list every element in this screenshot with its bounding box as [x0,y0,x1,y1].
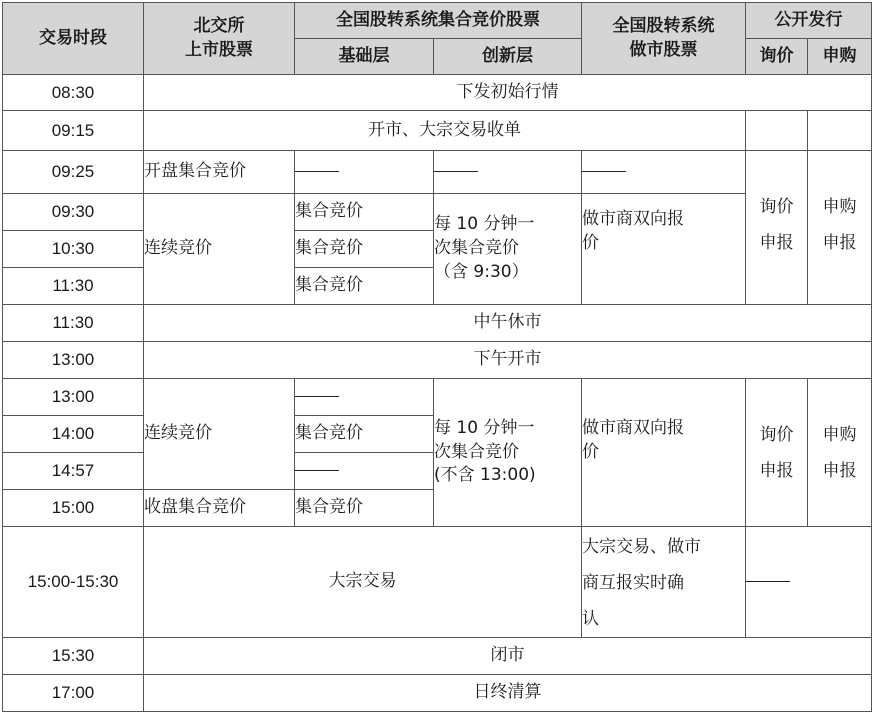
time-1500-1530: 15:00-15:30 [3,527,144,638]
inquiry-report-line2: 申报 [759,233,794,253]
inquiry-report-line1: 询价 [759,197,794,217]
cell-noon-break: 中午休市 [144,305,872,342]
time-1457: 14:57 [3,453,144,490]
cell-block-mm-confirm [582,527,746,638]
dash-line [746,581,790,582]
time-1300-b: 13:00 [3,379,144,416]
inquiry-report-pm-line2: 申报 [759,461,794,481]
cell-subscribe-report-am [808,151,872,305]
time-0930: 09:30 [3,194,144,231]
time-1130-a: 11:30 [3,268,144,305]
time-1500: 15:00 [3,490,144,527]
cell-market-close: 闭市 [144,638,872,675]
subscribe-report-line1: 申购 [822,197,857,217]
cell-dash-innovation [434,151,582,194]
cell-opening-call: 开盘集合竞价 [144,151,295,194]
cell-dash-public-issue [746,527,872,638]
cell-inquiry-report-pm [746,379,808,527]
cell-dash-mm [582,151,746,194]
dash-line [295,470,339,471]
cell-closing-call: 收盘集合竞价 [144,490,295,527]
header-neeq-market-making [582,3,746,75]
every10-pm-line3: (不含 13:00) [434,465,536,486]
block-mm-line1: 大宗交易、做市 [582,537,701,557]
header-bse-line2: 上市股票 [185,39,253,60]
time-0925: 09:25 [3,151,144,194]
cell-dash-1457 [295,453,434,490]
time-1030: 10:30 [3,231,144,268]
header-basic-tier: 基础层 [295,39,434,75]
cell-every10-am [434,194,582,305]
dash-line [582,171,626,172]
subscribe-report-line2: 申报 [822,233,857,253]
cell-dash-1300 [295,379,434,416]
every10-am-line1: 每 10 分钟一 [434,214,535,235]
header-neeq-call-auction: 全国股转系统集合竞价股票 [295,3,582,39]
every10-am-line3: （含 9:30） [434,261,529,282]
time-1400: 14:00 [3,416,144,453]
block-mm-line3: 认 [582,609,599,629]
cell-every10-pm [434,379,582,527]
cell-continuous-pm: 连续竞价 [144,379,295,490]
mm-two-way-am-line1: 做市商双向报 [582,209,684,229]
dash-line [295,171,339,172]
header-inquiry: 询价 [746,39,808,75]
cell-inquiry-report-am [746,151,808,305]
cell-afternoon-open: 下午开市 [144,342,872,379]
cell-call-0930: 集合竞价 [295,194,434,231]
cell-subscribe-report-pm [808,379,872,527]
cell-mm-two-way-am [582,194,746,305]
mm-two-way-am-line2: 价 [582,232,599,253]
dash-line [434,171,478,172]
cell-mm-two-way-pm [582,379,746,527]
header-time-period: 交易时段 [3,3,144,75]
cell-call-1500: 集合竞价 [295,490,434,527]
time-1530: 15:30 [3,638,144,675]
cell-continuous-am: 连续竞价 [144,194,295,305]
dash-line [295,396,339,397]
every10-am-line2: 次集合竞价 [434,238,519,259]
inquiry-report-pm-line1: 询价 [759,425,794,445]
header-subscribe: 申购 [808,39,872,75]
cell-call-1030: 集合竞价 [295,231,434,268]
header-bse-listed [144,3,295,75]
cell-eod-settlement: 日终清算 [144,675,872,712]
cell-dash-basic [295,151,434,194]
time-1300-a: 13:00 [3,342,144,379]
subscribe-report-pm-line1: 申购 [822,425,857,445]
every10-pm-line2: 次集合竞价 [434,441,519,462]
time-1130-b: 11:30 [3,305,144,342]
subscribe-report-pm-line2: 申报 [822,461,857,481]
header-bse-line1: 北交所 [193,15,245,36]
time-0915: 09:15 [3,111,144,151]
time-1700: 17:00 [3,675,144,712]
header-neeq-mm-line2: 做市股票 [629,39,698,60]
mm-two-way-pm-line2: 价 [582,441,599,462]
trading-hours-table [2,2,872,712]
time-0830: 08:30 [3,75,144,111]
header-innovation-tier: 创新层 [434,39,582,75]
cell-open-block-trade: 开市、大宗交易收单 [144,111,746,151]
cell-block-trade: 大宗交易 [144,527,582,638]
cell-initial-quote: 下发初始行情 [144,75,872,111]
mm-two-way-pm-line1: 做市商双向报 [582,418,684,438]
header-public-issue: 公开发行 [746,3,872,39]
header-neeq-mm-line1: 全国股转系统 [612,15,715,36]
block-mm-line2: 商互报实时确 [582,573,684,593]
cell-call-1400: 集合竞价 [295,416,434,453]
cell-call-1130: 集合竞价 [295,268,434,305]
every10-pm-line1: 每 10 分钟一 [434,417,535,438]
